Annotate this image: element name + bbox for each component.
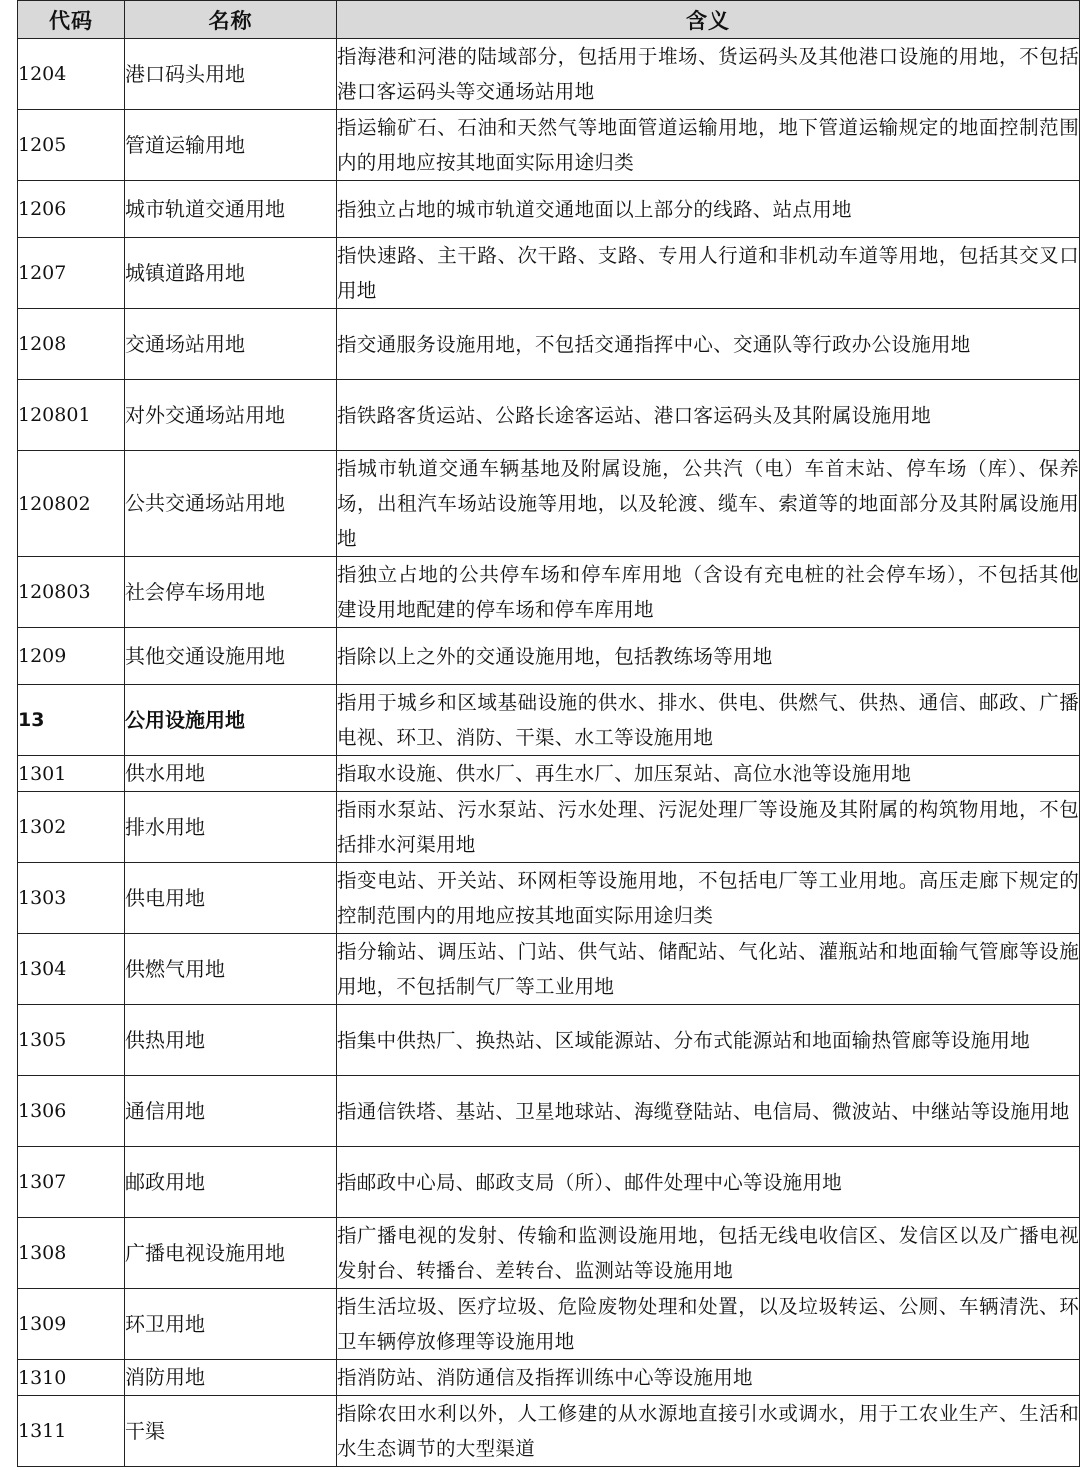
row-name: 消防用地 <box>125 1360 337 1396</box>
row-desc: 指邮政中心局、邮政支局（所）、邮件处理中心等设施用地 <box>337 1147 1080 1218</box>
row-code: 1307 <box>18 1147 125 1218</box>
row-code: 120802 <box>18 451 125 557</box>
row-name: 排水用地 <box>125 792 337 863</box>
row-code: 1301 <box>18 756 125 792</box>
header-name: 名称 <box>125 1 337 39</box>
row-desc: 指广播电视的发射、传输和监测设施用地，包括无线电收信区、发信区以及广播电视发射台、转播台、差转台、监测站等设施用地 <box>337 1218 1080 1289</box>
table-row <box>18 451 1080 557</box>
table-header-row <box>18 1 1080 39</box>
table-row <box>18 110 1080 181</box>
row-name: 邮政用地 <box>125 1147 337 1218</box>
row-desc: 指除农田水利以外，人工修建的从水源地直接引水或调水，用于工农业生产、生活和水生态调节的大型渠道 <box>337 1396 1080 1467</box>
row-code: 13 <box>18 685 125 756</box>
table-row <box>18 792 1080 863</box>
row-name: 交通场站用地 <box>125 309 337 380</box>
table-row <box>18 1396 1080 1467</box>
row-name: 广播电视设施用地 <box>125 1218 337 1289</box>
table-row <box>18 1360 1080 1396</box>
row-desc: 指快速路、主干路、次干路、支路、专用人行道和非机动车道等用地，包括其交叉口用地 <box>337 238 1080 309</box>
row-name: 其他交通设施用地 <box>125 628 337 685</box>
table-row <box>18 309 1080 380</box>
table-row <box>18 1289 1080 1360</box>
row-code: 1303 <box>18 863 125 934</box>
row-desc: 指生活垃圾、医疗垃圾、危险废物处理和处置，以及垃圾转运、公厕、车辆清洗、环卫车辆停放修理等设施用地 <box>337 1289 1080 1360</box>
row-desc: 指集中供热厂、换热站、区域能源站、分布式能源站和地面输热管廊等设施用地 <box>337 1005 1080 1076</box>
row-name: 对外交通场站用地 <box>125 380 337 451</box>
row-desc: 指交通服务设施用地，不包括交通指挥中心、交通队等行政办公设施用地 <box>337 309 1080 380</box>
row-code: 1309 <box>18 1289 125 1360</box>
row-desc: 指铁路客货运站、公路长途客运站、港口客运码头及其附属设施用地 <box>337 380 1080 451</box>
row-name: 社会停车场用地 <box>125 557 337 628</box>
table-row <box>18 557 1080 628</box>
row-name: 通信用地 <box>125 1076 337 1147</box>
row-code: 1311 <box>18 1396 125 1467</box>
row-name: 公共交通场站用地 <box>125 451 337 557</box>
row-name: 管道运输用地 <box>125 110 337 181</box>
row-desc: 指消防站、消防通信及指挥训练中心等设施用地 <box>337 1360 1080 1396</box>
header-desc: 含义 <box>337 1 1080 39</box>
row-name: 供燃气用地 <box>125 934 337 1005</box>
row-name: 供电用地 <box>125 863 337 934</box>
row-desc: 指雨水泵站、污水泵站、污水处理、污泥处理厂等设施及其附属的构筑物用地，不包括排水河渠用地 <box>337 792 1080 863</box>
row-desc: 指海港和河港的陆域部分，包括用于堆场、货运码头及其他港口设施的用地，不包括港口客运码头等交通场站用地 <box>337 39 1080 110</box>
row-name: 公用设施用地 <box>125 685 337 756</box>
row-code: 1207 <box>18 238 125 309</box>
row-name: 港口码头用地 <box>125 39 337 110</box>
row-desc: 指运输矿石、石油和天然气等地面管道运输用地，地下管道运输规定的地面控制范围内的用地应按其地面实际用途归类 <box>337 110 1080 181</box>
row-desc: 指城市轨道交通车辆基地及附属设施，公共汽（电）车首末站、停车场（库）、保养场，出租汽车场站设施等用地，以及轮渡、缆车、索道等的地面部分及其附属设施用地 <box>337 451 1080 557</box>
row-desc: 指用于城乡和区域基础设施的供水、排水、供电、供燃气、供热、通信、邮政、广播电视、环卫、消防、干渠、水工等设施用地 <box>337 685 1080 756</box>
row-code: 1306 <box>18 1076 125 1147</box>
row-code: 1305 <box>18 1005 125 1076</box>
row-desc: 指通信铁塔、基站、卫星地球站、海缆登陆站、电信局、微波站、中继站等设施用地 <box>337 1076 1080 1147</box>
row-name: 供热用地 <box>125 1005 337 1076</box>
row-code: 120803 <box>18 557 125 628</box>
row-name: 城镇道路用地 <box>125 238 337 309</box>
row-code: 1310 <box>18 1360 125 1396</box>
table-row <box>18 1005 1080 1076</box>
row-code: 1205 <box>18 110 125 181</box>
land-use-table <box>17 0 1080 1467</box>
row-desc: 指独立占地的城市轨道交通地面以上部分的线路、站点用地 <box>337 181 1080 238</box>
row-code: 120801 <box>18 380 125 451</box>
row-desc: 指取水设施、供水厂、再生水厂、加压泵站、高位水池等设施用地 <box>337 756 1080 792</box>
row-code: 1304 <box>18 934 125 1005</box>
table-row <box>18 685 1080 756</box>
table-row <box>18 39 1080 110</box>
row-code: 1308 <box>18 1218 125 1289</box>
table-row <box>18 934 1080 1005</box>
row-code: 1209 <box>18 628 125 685</box>
row-name: 供水用地 <box>125 756 337 792</box>
table-row <box>18 756 1080 792</box>
row-name: 城市轨道交通用地 <box>125 181 337 238</box>
row-code: 1208 <box>18 309 125 380</box>
table-row <box>18 1218 1080 1289</box>
header-code: 代码 <box>18 1 125 39</box>
table-row <box>18 238 1080 309</box>
row-name: 干渠 <box>125 1396 337 1467</box>
table-row <box>18 1147 1080 1218</box>
table-row <box>18 628 1080 685</box>
row-code: 1302 <box>18 792 125 863</box>
table-row <box>18 1076 1080 1147</box>
row-desc: 指除以上之外的交通设施用地，包括教练场等用地 <box>337 628 1080 685</box>
table-row <box>18 181 1080 238</box>
row-desc: 指变电站、开关站、环网柜等设施用地，不包括电厂等工业用地。高压走廊下规定的控制范围内的用地应按其地面实际用途归类 <box>337 863 1080 934</box>
table-row <box>18 380 1080 451</box>
row-desc: 指独立占地的公共停车场和停车库用地（含设有充电桩的社会停车场），不包括其他建设用地配建的停车场和停车库用地 <box>337 557 1080 628</box>
row-name: 环卫用地 <box>125 1289 337 1360</box>
table-row <box>18 863 1080 934</box>
row-desc: 指分输站、调压站、门站、供气站、储配站、气化站、灌瓶站和地面输气管廊等设施用地，不包括制气厂等工业用地 <box>337 934 1080 1005</box>
row-code: 1206 <box>18 181 125 238</box>
row-code: 1204 <box>18 39 125 110</box>
